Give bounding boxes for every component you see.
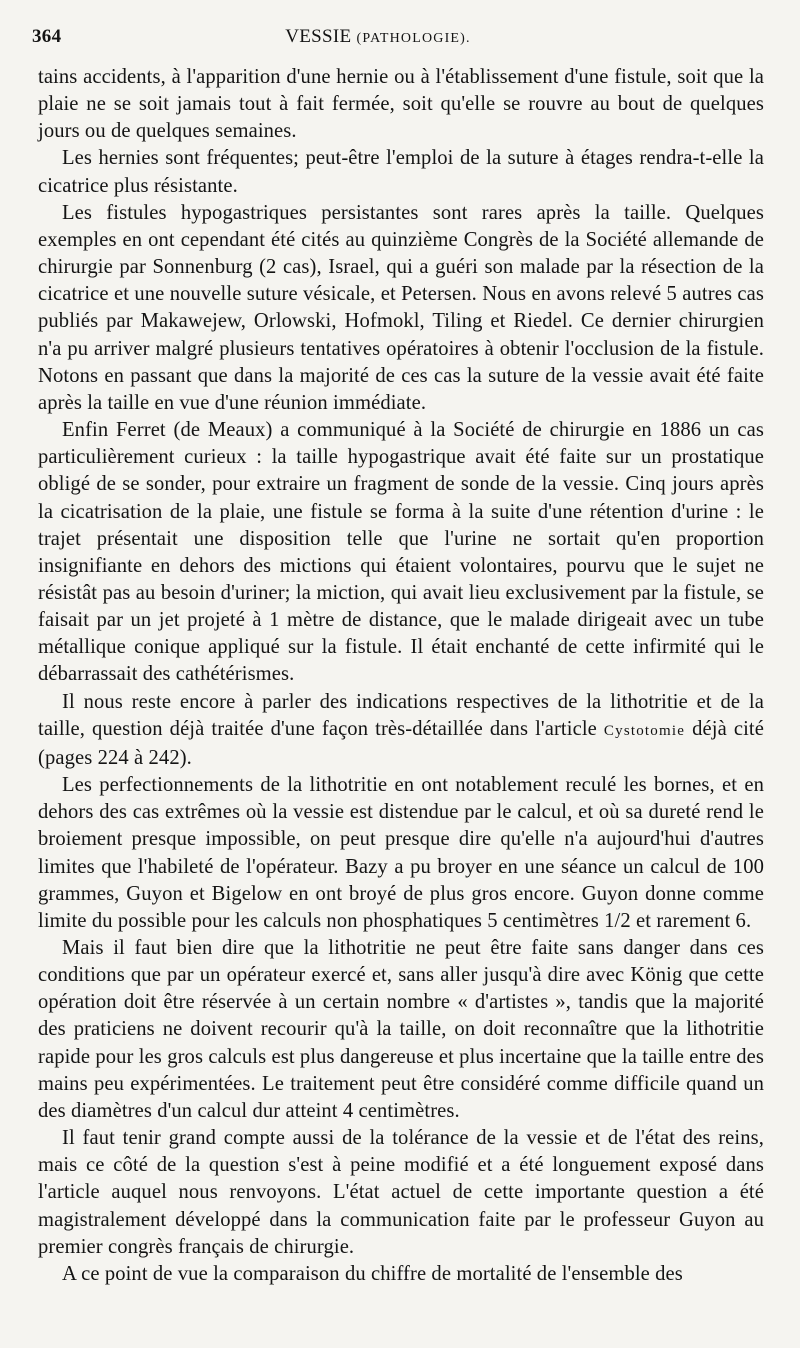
- paragraph-with-citation: [38, 689, 764, 772]
- body-text: [38, 64, 764, 1288]
- paragraph: Il faut tenir grand compte aussi de la tolérance de la vessie et de l'état des reins, mais ce côté de la question s'est à peine modifié et a été longuement exposé dans l'article auquel nous renvoyons. L'état actuel de cette importante question a été magistralement développé dans la communication faite par le professeur Guyon au premier congrès français de chirurgie.: [38, 1127, 764, 1258]
- paragraph: A ce point de vue la comparaison du chiffre de mortalité de l'ensemble des: [62, 1262, 683, 1285]
- citation-pages: déjà cité (pages 224 à 242).: [38, 717, 764, 769]
- paragraph: Les fistules hypogastriques persistantes sont rares après la taille. Quelques exemples en ont cependant été cités au quinzième Congrès de la Société allemande de chirurgie par Sonnenburg (2 cas), Israel, qui a guéri son malade par la résection de la cicatrice et une nouvelle suture vésicale, et Petersen. Nous en avons relevé 5 autres cas publiés par Makawejew, Orlowski, Hofmokl, Tiling et Riedel. Ce dernier chirurgien n'a pu arriver malgré plusieurs tentatives opératoires à obtenir l'occlusion de la fistule. Notons en passant que dans la majorité de ces cas la suture de la vessie avait été faite après la taille en vue d'une réunion immédiate.: [38, 201, 764, 414]
- running-head: [102, 26, 764, 48]
- paragraph: Mais il faut bien dire que la lithotritie ne peut être faite sans danger dans ces conditions que par un opérateur exercé et, sans aller jusqu'à dire avec König que cette opération doit être réservée à un certain nombre « d'artistes », tandis que la majorité des praticiens ne doivent recourir qu'à la taille, on doit reconnaître que la lithotritie rapide pour les gros calculs est plus dangereuse et plus incertaine que la taille entre des mains peu expérimentées. Le traitement peut être considéré comme difficile quand un des diamètres d'un calcul dur atteint 4 centimètres.: [38, 937, 764, 1122]
- paragraph: tains accidents, à l'apparition d'une hernie ou à l'établissement d'une fistule, soit que la plaie ne se soit jamais tout à fait fermée, soit qu'elle se rouvre au bout de quelques jours ou de quelques semaines.: [38, 66, 764, 143]
- cited-article: Cystotomie: [603, 722, 686, 739]
- paragraph: Enfin Ferret (de Meaux) a communiqué à la Société de chirurgie en 1886 un cas particulièrement curieux : la taille hypogastrique avait été faite sur un prostatique obligé de se sonder, pour extraire un fragment de sonde de la vessie. Cinq jours après la cicatrisation de la plaie, une fistule se forma à la suite d'une rétention d'urine : le trajet présentait une disposition telle que l'urine ne sortait qu'en proportion insignifiante en dehors des mictions qui étaient volontaires, pourvu que le sujet ne résistât pas au besoin d'uriner; la miction, qui avait lieu exclusivement par la fistule, se faisait par un jet projeté à 1 mètre de distance, que le malade dirigeait avec un tube métallique conique appliqué sur la fistule. Il était enchanté de cette infirmité qui le débarrassait des cathétérismes.: [38, 419, 764, 686]
- page-header: [32, 26, 764, 50]
- paragraph: Les hernies sont fréquentes; peut-être l'emploi de la suture à étages rendra-t-elle la cicatrice plus résistante.: [38, 147, 764, 197]
- paragraph: Les perfectionnements de la lithotritie en ont notablement reculé les bornes, et en dehors des cas extrêmes où la vessie est distendue par le calcul, et où sa dureté rend le broiement presque impossible, on peut presque dire qu'elle n'a aujourd'hui d'autres limites que l'habileté de l'opérateur. Bazy a pu broyer en une séance un calcul de 100 grammes, Guyon et Bigelow en ont broyé de plus gros encore. Guyon donne comme limite du possible pour les calculs non phosphatiques 5 centimètres 1/2 et rarement 6.: [38, 774, 764, 932]
- running-head-subtitle: (PATHOLOGIE).: [356, 31, 471, 46]
- page-number: 364: [32, 26, 62, 47]
- paragraph-text: Il nous reste encore à parler des indications respectives de la lithotritie et de la taille, question déjà traitée d'une façon très-détaillée dans l'article: [38, 690, 764, 740]
- running-head-title: VESSIE: [285, 26, 352, 47]
